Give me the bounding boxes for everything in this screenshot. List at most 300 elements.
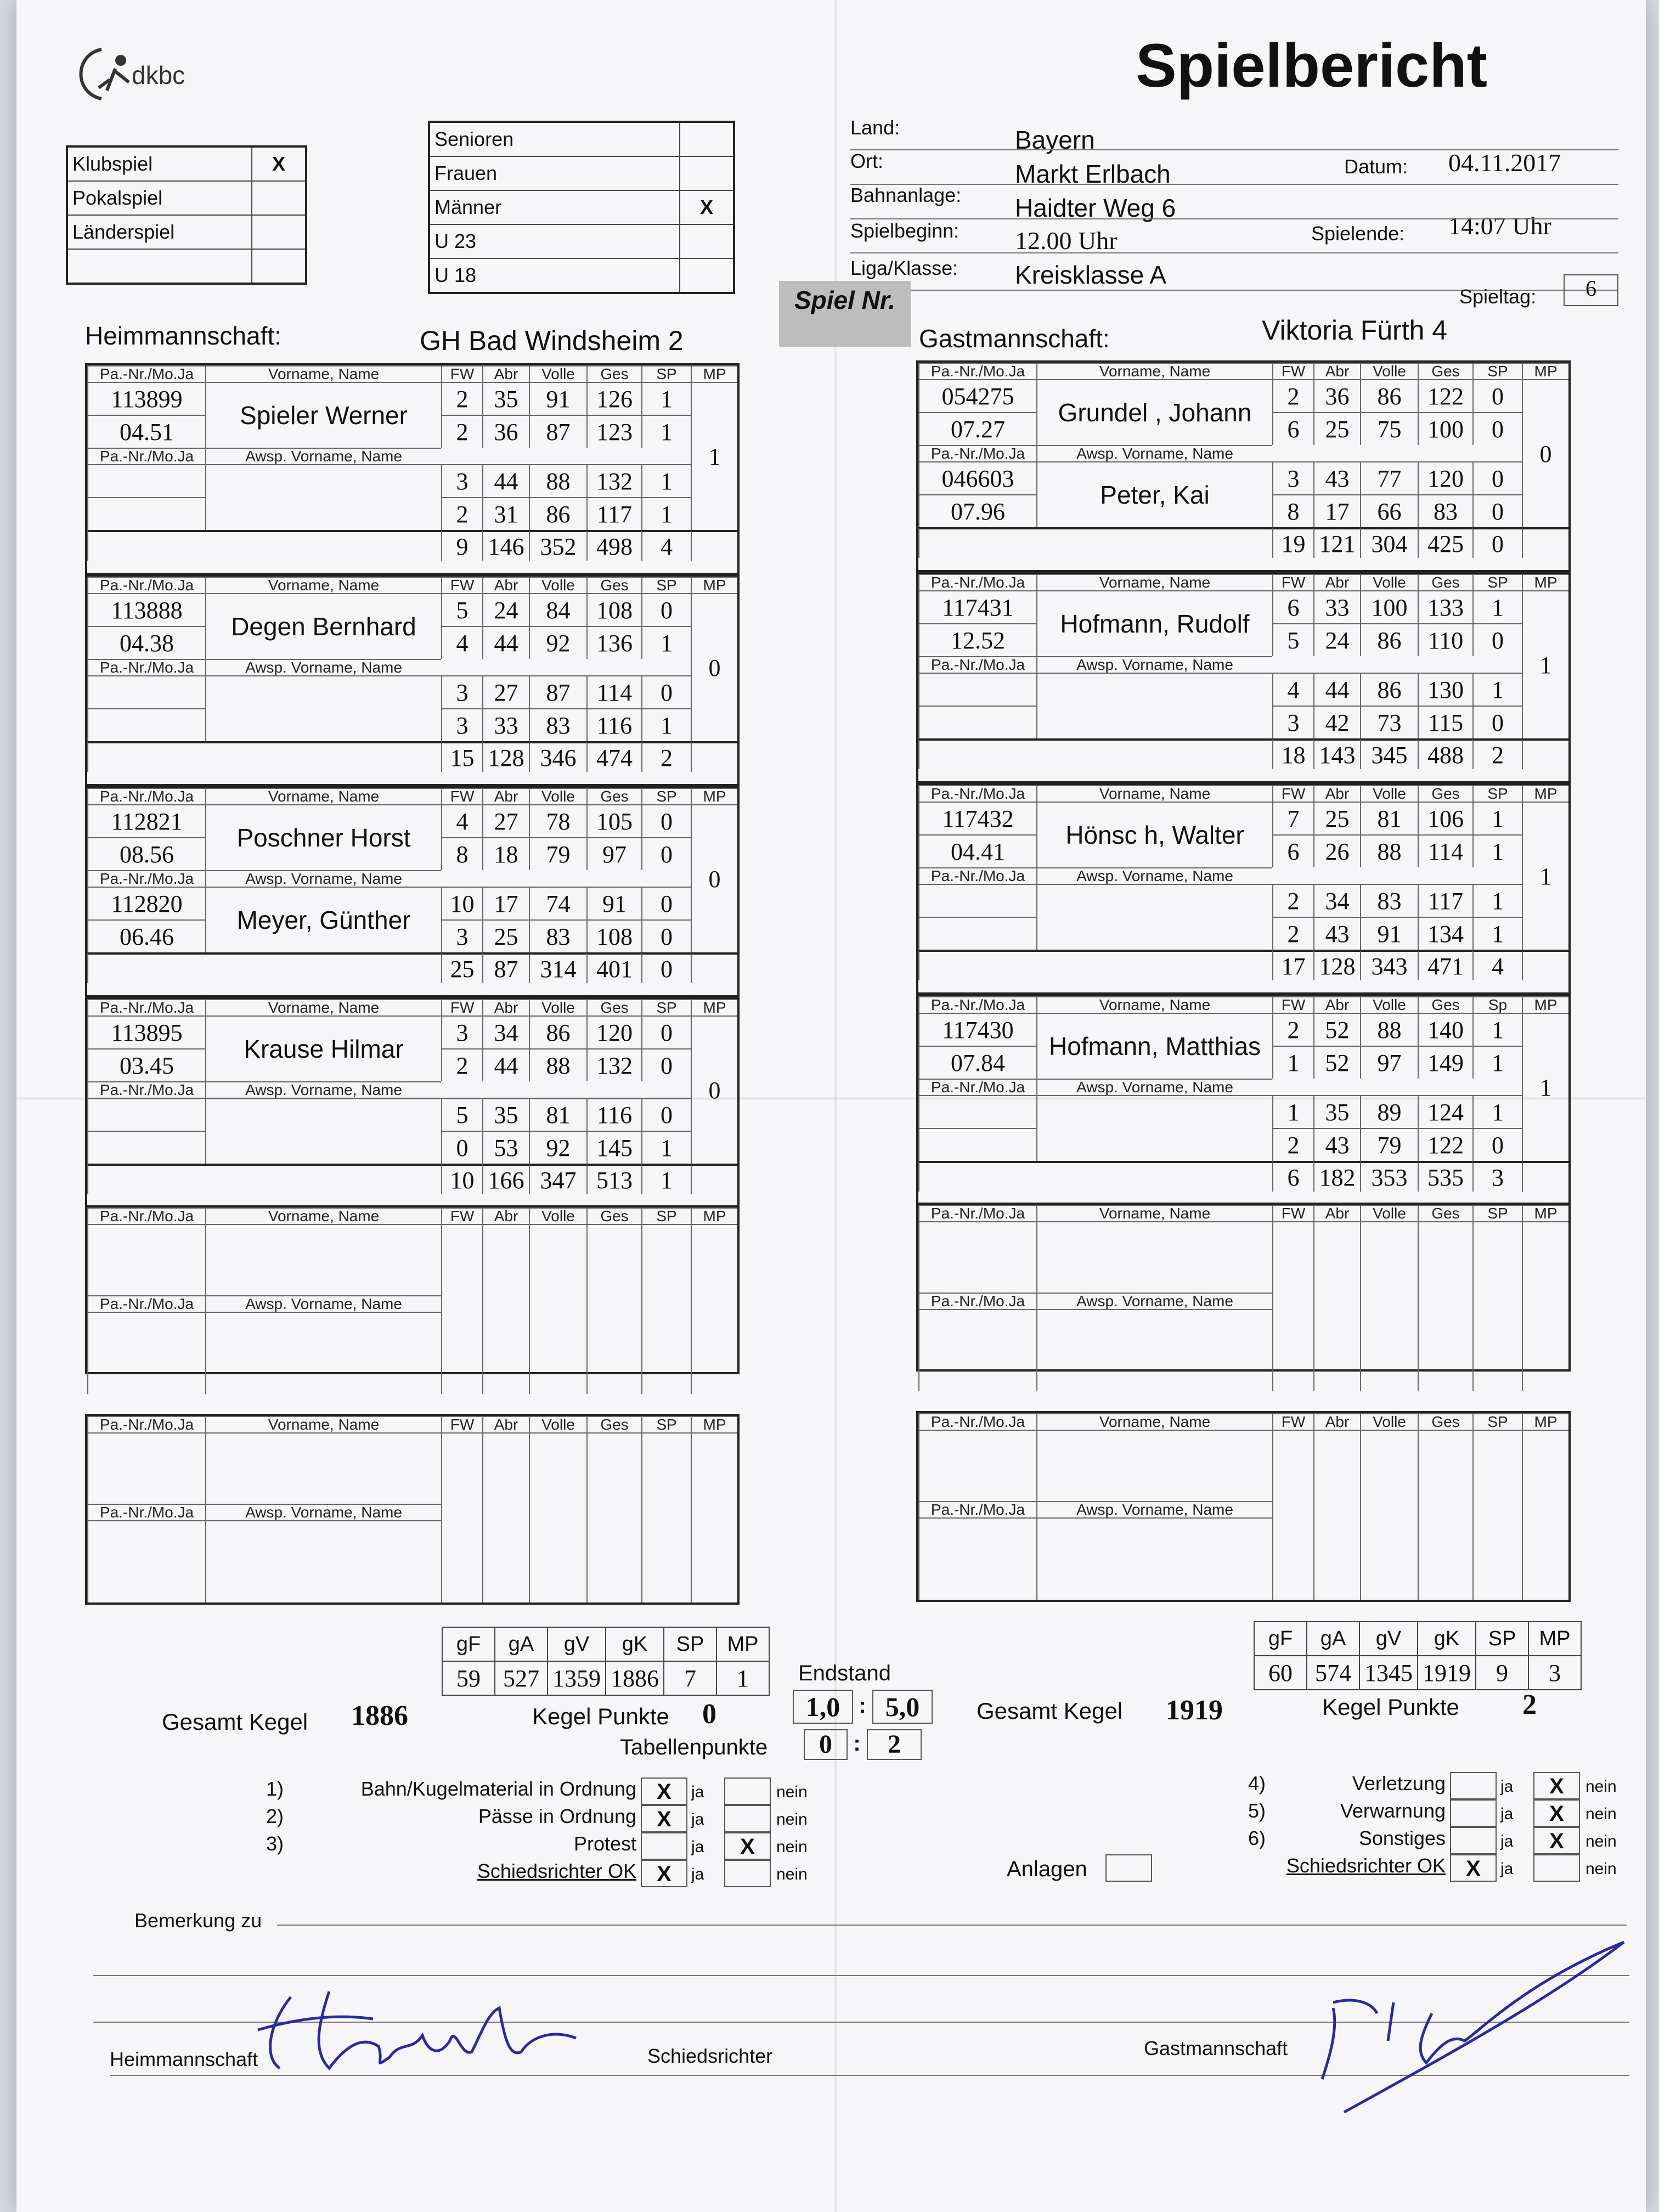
category-label: Frauen	[429, 156, 680, 190]
score-sp: 0	[641, 1048, 691, 1081]
score-sp: 0	[641, 804, 691, 837]
score-ges: 91	[586, 887, 641, 919]
ende-label: Spielende:	[1311, 222, 1405, 245]
column-header-awsp: Awsp. Vorname, Name	[1036, 867, 1272, 884]
column-header-awsp: Awsp. Vorname, Name	[205, 448, 441, 464]
sum-header: gV	[548, 1627, 606, 1661]
empty-cell	[1360, 1221, 1418, 1391]
substitute-birth-month-year	[87, 708, 205, 741]
column-header-mp: MP	[1522, 1205, 1568, 1221]
score-fw: 5	[1272, 623, 1313, 656]
player-name: Degen Bernhard	[205, 593, 441, 659]
score-fw: 3	[441, 1015, 482, 1048]
substitute-birth-month-year	[87, 1131, 205, 1164]
player-pass-number: 113888	[87, 593, 205, 626]
score-abr: 43	[1313, 917, 1360, 950]
column-header-ges: Ges	[586, 999, 641, 1015]
score-fw: 3	[1272, 706, 1313, 738]
total-row-spacer	[87, 1164, 441, 1194]
check-number: 5)	[1248, 1799, 1266, 1822]
check-nein-box[interactable]	[724, 1778, 771, 1805]
column-header-pnr: Pa.-Nr./Mo.Ja	[918, 1205, 1036, 1221]
score-sp: 1	[641, 415, 691, 448]
score-ges: 83	[1418, 494, 1472, 527]
empty-cell	[1272, 1221, 1313, 1391]
column-header-pnr: Pa.-Nr./Mo.Ja	[918, 867, 1036, 884]
score-volle: 87	[529, 675, 586, 708]
column-header-sp: SP	[1472, 785, 1522, 802]
ja-label: ja	[1500, 1832, 1514, 1850]
substitute-name	[1036, 884, 1272, 950]
empty-cell	[87, 1520, 205, 1602]
score-ges: 133	[1418, 590, 1472, 623]
ja-label: ja	[1500, 1778, 1514, 1796]
score-fw: 6	[1272, 590, 1313, 623]
score-fw: 0	[441, 1131, 482, 1164]
substitute-birth-month-year: 06.46	[87, 919, 205, 952]
score-ges: 140	[1418, 1013, 1472, 1046]
player-pass-number: 117432	[918, 802, 1036, 834]
player-pass-number: 113899	[87, 382, 205, 415]
guest-sum-box	[1254, 1621, 1582, 1690]
score-ges: 110	[1418, 623, 1472, 656]
total-volle: 352	[529, 530, 586, 561]
score-ges: 122	[1418, 379, 1472, 412]
score-sp: 0	[1472, 461, 1522, 494]
sum-header: MP	[716, 1627, 769, 1661]
home-kegel-label: Kegel Punkte	[532, 1703, 669, 1729]
nein-label: nein	[776, 1865, 808, 1883]
substitute-name	[205, 675, 441, 741]
match_type-row	[67, 146, 306, 181]
player-birth-month-year: 04.51	[87, 415, 205, 448]
column-header-volle: Volle	[1360, 1205, 1418, 1221]
sum-header: gA	[495, 1627, 548, 1661]
sum-SP-value: 7	[664, 1661, 716, 1695]
total-volle: 314	[529, 952, 586, 983]
check-nein-box[interactable]	[724, 1805, 771, 1832]
column-header-volle: Volle	[1360, 363, 1418, 379]
check-label: Schiedsrichter OK	[1286, 1854, 1446, 1877]
empty-cell	[1418, 1221, 1472, 1391]
empty-cell	[482, 1224, 529, 1394]
score-ges: 132	[586, 464, 641, 497]
total-mp	[1522, 1161, 1568, 1192]
total-fw: 10	[441, 1164, 482, 1194]
column-header-pnr: Pa.-Nr./Mo.Ja	[918, 1501, 1036, 1517]
score-ges: 106	[1418, 802, 1472, 834]
check-label: Protest	[573, 1832, 636, 1855]
column-header-volle: Volle	[529, 1416, 586, 1432]
substitute-name	[205, 464, 441, 530]
match_type-checkbox[interactable]: X	[252, 146, 306, 181]
score-abr: 36	[1313, 379, 1360, 412]
column-header-pnr: Pa.-Nr./Mo.Ja	[918, 574, 1036, 590]
total-mp	[691, 952, 737, 983]
column-header-name: Vorname, Name	[205, 788, 441, 804]
category-label: Männer	[429, 190, 680, 224]
check-nein-box[interactable]: X	[1533, 1827, 1580, 1854]
total-abr: 182	[1313, 1161, 1360, 1192]
check-number: 2)	[266, 1805, 284, 1827]
total-sp: 2	[641, 741, 691, 772]
column-header-abr: Abr	[1313, 785, 1360, 802]
match_type-checkbox[interactable]	[252, 215, 306, 249]
substitute-name	[1036, 673, 1272, 738]
category-checkbox[interactable]	[680, 122, 734, 156]
score-volle: 91	[1360, 917, 1418, 950]
empty-cell	[1036, 1309, 1272, 1391]
sum-value-row	[1254, 1656, 1581, 1690]
score-sp: 1	[1472, 1046, 1522, 1079]
check-nein-box[interactable]: X	[724, 1832, 771, 1860]
category-checkbox[interactable]	[680, 258, 734, 293]
column-header-ges: Ges	[1418, 996, 1472, 1013]
score-ges: 108	[586, 919, 641, 952]
score-abr: 27	[482, 675, 529, 708]
total-row-spacer	[918, 738, 1272, 769]
endstand-guest: 5,0	[872, 1690, 933, 1724]
empty-cell	[1313, 1430, 1360, 1600]
column-header-sp: SP	[1472, 574, 1522, 590]
match_type-row	[67, 181, 306, 215]
check-ja-box[interactable]: X	[641, 1778, 687, 1805]
column-header-name: Vorname, Name	[1036, 1413, 1272, 1430]
score-sp: 1	[1472, 1013, 1522, 1046]
category-box	[428, 121, 735, 294]
column-header-awsp: Awsp. Vorname, Name	[205, 870, 441, 887]
total-abr: 121	[1313, 527, 1360, 558]
check-nein-box[interactable]	[1533, 1854, 1580, 1882]
column-header-sp: SP	[641, 999, 691, 1015]
anlagen-label: Anlagen	[1007, 1857, 1087, 1881]
player-pass-number: 054275	[918, 379, 1036, 412]
total-volle: 343	[1360, 950, 1418, 980]
score-abr: 25	[1313, 412, 1360, 445]
home-player-block	[85, 574, 740, 786]
home-signature	[247, 1975, 587, 2085]
total-volle: 353	[1360, 1161, 1418, 1192]
score-volle: 88	[529, 1048, 586, 1081]
empty-cell	[1522, 1221, 1568, 1391]
total-ges: 498	[586, 530, 641, 561]
column-header-fw: FW	[1272, 574, 1313, 590]
match-points: 1	[1522, 1013, 1568, 1161]
column-header-awsp: Awsp. Vorname, Name	[205, 1295, 441, 1312]
category-checkbox[interactable]: X	[680, 190, 734, 224]
column-header-name: Vorname, Name	[1036, 785, 1272, 802]
score-fw: 4	[1272, 673, 1313, 706]
column-header-name: Vorname, Name	[1036, 574, 1272, 590]
total-ges: 535	[1418, 1161, 1472, 1192]
check-ja-box[interactable]	[1450, 1827, 1497, 1854]
score-sp: 1	[1472, 917, 1522, 950]
column-header-abr: Abr	[482, 577, 529, 593]
check-label: Verwarnung	[1340, 1799, 1446, 1822]
guest-team-name: Viktoria Fürth 4	[1262, 315, 1448, 346]
score-sp: 1	[641, 708, 691, 741]
score-abr: 31	[482, 497, 529, 530]
total-abr: 143	[1313, 738, 1360, 769]
total-sp: 2	[1472, 738, 1522, 769]
player-name: Poschner Horst	[205, 804, 441, 870]
score-abr: 26	[1313, 834, 1360, 867]
page-title: Spielbericht	[1136, 31, 1488, 100]
score-abr: 44	[1313, 673, 1360, 706]
substitute-birth-month-year	[87, 497, 205, 530]
column-header-mp: MP	[1522, 574, 1568, 590]
score-abr: 17	[482, 887, 529, 919]
sum-gV-value: 1345	[1359, 1656, 1418, 1690]
total-ges: 488	[1418, 738, 1472, 769]
sum-header: gA	[1307, 1622, 1359, 1656]
total-abr: 128	[1313, 950, 1360, 980]
total-fw: 18	[1272, 738, 1313, 769]
score-sp: 1	[1472, 802, 1522, 834]
datum-label: Datum:	[1344, 155, 1408, 178]
nein-label: nein	[1585, 1832, 1617, 1850]
column-header-ges: Ges	[586, 788, 641, 804]
substitute-birth-month-year	[918, 1128, 1036, 1161]
score-ges: 145	[586, 1131, 641, 1164]
sum-gV-value: 1359	[548, 1661, 606, 1695]
category-checkbox[interactable]	[680, 224, 734, 258]
check-number: 4)	[1248, 1772, 1266, 1795]
column-header-sp: SP	[641, 1207, 691, 1224]
check-number: 1)	[266, 1778, 284, 1800]
check-nein-box[interactable]: X	[1533, 1772, 1580, 1799]
guest-empty-block	[916, 1411, 1571, 1602]
sum-gF-value: 60	[1254, 1656, 1307, 1690]
check-label: Pässe in Ordnung	[478, 1805, 636, 1827]
empty-cell	[87, 1312, 205, 1394]
column-header-fw: FW	[441, 577, 482, 593]
column-header-sp: SP	[641, 1416, 691, 1432]
score-volle: 86	[529, 1015, 586, 1048]
empty-cell	[87, 1432, 205, 1504]
total-row-spacer	[87, 530, 441, 561]
score-fw: 3	[441, 708, 482, 741]
score-abr: 27	[482, 804, 529, 837]
column-header-awsp: Awsp. Vorname, Name	[205, 1504, 441, 1520]
check-label: Verletzung	[1352, 1772, 1446, 1795]
column-header-pnr: Pa.-Nr./Mo.Ja	[87, 1504, 205, 1520]
substitute-birth-month-year	[918, 917, 1036, 950]
score-ges: 132	[586, 1048, 641, 1081]
column-header-volle: Volle	[529, 1207, 586, 1224]
score-fw: 3	[441, 919, 482, 952]
score-volle: 88	[1360, 1013, 1418, 1046]
score-ges: 130	[1418, 673, 1472, 706]
score-volle: 86	[529, 497, 586, 530]
score-abr: 24	[1313, 623, 1360, 656]
column-header-pnr: Pa.-Nr./Mo.Ja	[918, 363, 1036, 379]
empty-cell	[586, 1224, 641, 1394]
rule	[850, 184, 1618, 185]
score-ges: 136	[586, 626, 641, 659]
score-ges: 116	[586, 1098, 641, 1131]
score-abr: 44	[482, 626, 529, 659]
total-sp: 4	[1472, 950, 1522, 980]
match-points: 1	[1522, 802, 1568, 950]
match_type-label: Pokalspiel	[67, 181, 252, 215]
score-volle: 73	[1360, 706, 1418, 738]
column-header-mp: MP	[1522, 1413, 1568, 1430]
total-volle: 304	[1360, 527, 1418, 558]
column-header-abr: Abr	[482, 1207, 529, 1224]
nein-label: nein	[1585, 1805, 1617, 1823]
column-header-abr: Abr	[482, 1416, 529, 1432]
match_type-checkbox[interactable]	[252, 249, 306, 284]
check-ja-box[interactable]	[641, 1832, 687, 1860]
column-header-ges: Ges	[1418, 1205, 1472, 1221]
check-nein-box[interactable]: X	[1533, 1799, 1580, 1827]
score-volle: 78	[529, 804, 586, 837]
tabellenpunkte-label: Tabellenpunkte	[620, 1735, 768, 1759]
total-row-spacer	[918, 1161, 1272, 1192]
column-header-abr: Abr	[1313, 363, 1360, 379]
home-signature-label: Heimmannschaft	[110, 2048, 258, 2070]
empty-cell	[1036, 1517, 1272, 1600]
score-volle: 81	[529, 1098, 586, 1131]
column-header-sp: Sp	[1472, 996, 1522, 1013]
column-header-mp: MP	[691, 1416, 737, 1432]
column-header-volle: Volle	[529, 788, 586, 804]
column-header-name: Vorname, Name	[205, 999, 441, 1015]
score-abr: 44	[482, 1048, 529, 1081]
score-abr: 35	[482, 1098, 529, 1131]
substitute-name: Meyer, Günther	[205, 887, 441, 952]
empty-cell	[691, 1224, 737, 1394]
liga-label: Liga/Klasse:	[850, 257, 958, 279]
score-volle: 100	[1360, 590, 1418, 623]
column-header-fw: FW	[1272, 996, 1313, 1013]
score-volle: 88	[529, 464, 586, 497]
sum-header: gK	[606, 1627, 664, 1661]
home-player-block	[85, 786, 740, 997]
ja-label: ja	[691, 1810, 704, 1829]
player-birth-month-year: 03.45	[87, 1048, 205, 1081]
guest-empty-block	[916, 1203, 1571, 1372]
score-sp: 1	[641, 1131, 691, 1164]
check-ja-box[interactable]	[1450, 1772, 1497, 1799]
total-row-spacer	[87, 741, 441, 772]
score-volle: 66	[1360, 494, 1418, 527]
match_type-row	[67, 249, 306, 284]
column-header-volle: Volle	[1360, 1413, 1418, 1430]
sum-header: SP	[664, 1627, 716, 1661]
column-header-fw: FW	[441, 788, 482, 804]
match-points: 0	[1522, 379, 1568, 527]
check-ja-box[interactable]: X	[641, 1860, 687, 1887]
check-ja-box[interactable]: X	[641, 1805, 687, 1832]
score-abr: 52	[1313, 1046, 1360, 1079]
nein-label: nein	[776, 1810, 808, 1829]
match-points: 1	[1522, 590, 1568, 738]
ort-value: Markt Erlbach	[1015, 160, 1171, 188]
player-name: Hofmann, Matthias	[1036, 1013, 1272, 1079]
player-name: Spieler Werner	[205, 382, 441, 448]
score-volle: 79	[529, 837, 586, 870]
empty-cell	[1472, 1430, 1522, 1600]
home-team-name: GH Bad Windsheim 2	[420, 325, 684, 356]
endstand-label: Endstand	[798, 1661, 891, 1685]
dkbc-logo	[69, 38, 211, 110]
column-header-sp: SP	[641, 788, 691, 804]
score-abr: 36	[482, 415, 529, 448]
bahn-value: Haidter Weg 6	[1015, 194, 1176, 222]
score-volle: 92	[529, 1131, 586, 1164]
substitute-name: Peter, Kai	[1036, 461, 1272, 527]
column-header-volle: Volle	[1360, 785, 1418, 802]
player-name: Grundel , Johann	[1036, 379, 1272, 445]
category-checkbox[interactable]	[680, 156, 734, 190]
score-volle: 89	[1360, 1095, 1418, 1128]
score-ges: 149	[1418, 1046, 1472, 1079]
score-sp: 0	[1472, 412, 1522, 445]
empty-cell	[441, 1224, 482, 1394]
check-nein-box[interactable]	[724, 1860, 771, 1887]
empty-cell	[1360, 1430, 1418, 1600]
sum-gF-value: 59	[442, 1661, 495, 1695]
column-header-mp: MP	[1522, 996, 1568, 1013]
empty-cell	[586, 1432, 641, 1602]
score-fw: 2	[1272, 1013, 1313, 1046]
total-volle: 347	[529, 1164, 586, 1194]
substitute-name	[205, 1098, 441, 1164]
guest-signature-label: Gastmannschaft	[1144, 2037, 1288, 2059]
column-header-mp: MP	[691, 1207, 737, 1224]
substitute-birth-month-year: 07.96	[918, 494, 1036, 527]
column-header-name: Vorname, Name	[205, 365, 441, 382]
bahn-label: Bahnanlage:	[850, 184, 962, 206]
category-label: U 23	[429, 224, 680, 258]
column-header-mp: MP	[691, 577, 737, 593]
score-fw: 2	[441, 1048, 482, 1081]
score-ges: 114	[1418, 834, 1472, 867]
total-mp	[691, 530, 737, 561]
column-header-volle: Volle	[1360, 996, 1418, 1013]
score-abr: 42	[1313, 706, 1360, 738]
column-header-pnr: Pa.-Nr./Mo.Ja	[87, 1416, 205, 1432]
column-header-ges: Ges	[586, 1207, 641, 1224]
total-sp: 0	[1472, 527, 1522, 558]
column-header-sp: SP	[1472, 1413, 1522, 1430]
score-fw: 5	[441, 593, 482, 626]
anlagen-box[interactable]	[1105, 1854, 1152, 1882]
category-row	[429, 190, 734, 224]
total-abr: 146	[482, 530, 529, 561]
sum-header: SP	[1476, 1622, 1528, 1656]
total-mp	[1522, 950, 1568, 980]
empty-cell	[1472, 1221, 1522, 1391]
home-player-block	[85, 363, 740, 575]
score-sp: 1	[641, 626, 691, 659]
check-ja-box[interactable]: X	[1450, 1854, 1497, 1882]
substitute-pass-number	[918, 884, 1036, 917]
score-ges: 116	[586, 708, 641, 741]
total-row-spacer	[918, 527, 1272, 558]
match_type-checkbox[interactable]	[252, 181, 306, 215]
substitute-pass-number	[87, 1098, 205, 1131]
column-header-ges: Ges	[1418, 785, 1472, 802]
check-ja-box[interactable]	[1450, 1799, 1497, 1827]
score-volle: 86	[1360, 623, 1418, 656]
land-label: Land:	[850, 116, 900, 139]
score-volle: 86	[1360, 379, 1418, 412]
home-empty-block	[85, 1205, 740, 1374]
score-abr: 25	[1313, 802, 1360, 834]
